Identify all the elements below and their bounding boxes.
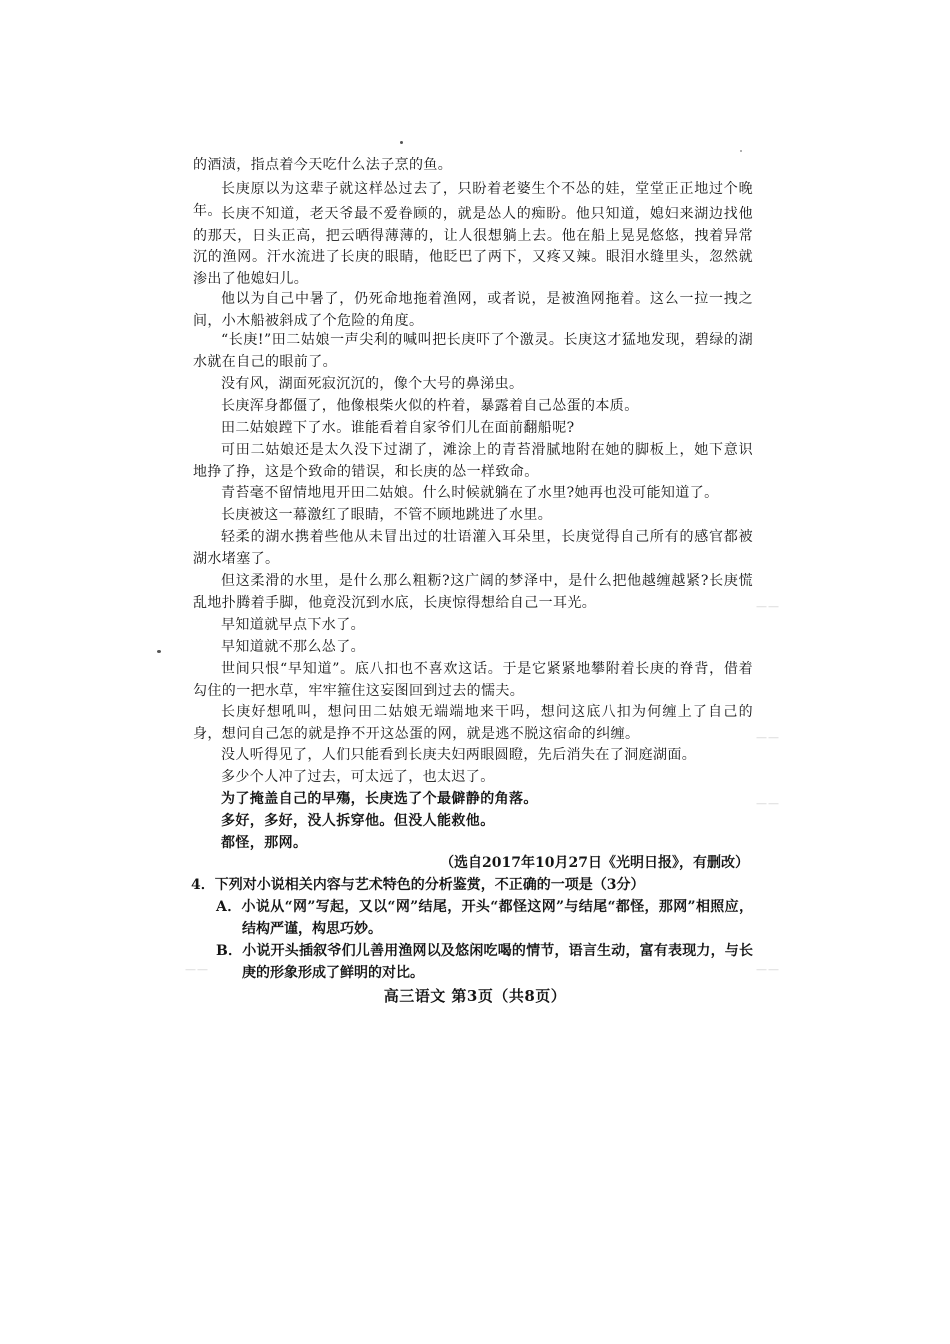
paragraph-16: 世间只恨“早知道”。底八扣也不喜欢这话。于是它紧紧地攀附着长庚的脊背，借着勾住的一把水草，牢牢箍住这妄图回到过去的懦夫。 (193, 661, 753, 699)
option-b-text: B．小说开头插叙爷们儿善用渔网以及悠闲吃喝的情节，语言生动，富有表现力，与长庚的形象形成了鲜明的对比。 (216, 943, 753, 981)
scan-speck (740, 150, 742, 152)
paragraph-17: 长庚好想吼叫，想问田二姑娘无端端地来干吗，想问这底八扣为何缠上了自己的身，想问自己怎的就是挣不开这怂蛋的网，就是逃不脱这宿命的纠缠。 (193, 704, 753, 742)
option-a (216, 897, 753, 940)
paragraph-22: 都怪，那网。 (221, 835, 308, 851)
paragraph-18: 没人听得见了，人们只能看到长庚夫妇两眼圆瞪，先后消失在了洞庭湖面。 (221, 747, 697, 763)
paragraph-6: 没有风，湖面死寂沉沉的，像个大号的鼻涕虫。 (221, 376, 524, 392)
bleed-through-text: —— (756, 731, 780, 744)
paragraph-4: 他以为自己中暑了，仍死命地拖着渔网，或者说，是被渔网拖着。这么一拉一拽之间，小木船被斜成了个危险的角度。 (193, 291, 753, 329)
scan-speck (157, 650, 161, 653)
option-a-text: A．小说从“网”写起，又以“网”结尾，开头“都怪这网”与结尾“都怪，那网”相照应，结构严谨，构思巧妙。 (216, 899, 753, 937)
bleed-through-text: —— (185, 963, 209, 976)
paragraph-3: 长庚不知道，老天爷最不爱眷顾的，就是怂人的痴盼。他只知道，媳妇来湖边找他的那天，日头正高，把云晒得薄薄的，让人很想躺上去。他在船上晃晃悠悠，拽着异常沉的渔网。汗水流进了长庚的眼睛，他眨巴了两下，又疼又辣。眼泪水缝里头，忽然就渗出了他媳妇儿。 (193, 206, 753, 287)
paragraph-12: 轻柔的湖水携着些他从未冒出过的壮语灌入耳朵里，长庚觉得自己所有的感官都被湖水堵塞了。 (193, 529, 753, 567)
bleed-through-text: —— (756, 600, 780, 613)
paragraph-1: 的酒渍，指点着今天吃什么法子烹的鱼。 (193, 157, 453, 173)
paragraph-21: 多好，多好，没人拆穿他。但没人能救他。 (221, 813, 495, 829)
paragraph-14: 早知道就早点下水了。 (221, 617, 365, 633)
paragraph-9: 可田二姑娘还是太久没下过湖了，滩涂上的青苔滑腻地附在她的脚板上，她下意识地挣了挣，这是个致命的错误，和长庚的怂一样致命。 (193, 442, 753, 480)
bleed-through-text: —— (756, 963, 780, 976)
scan-speck (400, 141, 403, 144)
paragraph-5: “长庚!”田二姑娘一声尖利的喊叫把长庚吓了个激灵。长庚这才猛地发现，碧绿的湖水就在自己的眼前了。 (193, 332, 753, 370)
paragraph-10: 青苔毫不留情地甩开田二姑娘。什么时候就躺在了水里?她再也没可能知道了。 (221, 485, 719, 501)
paragraph-13: 但这柔滑的水里，是什么那么粗粝?这广阔的梦泽中，是什么把他越缠越紧?长庚慌乱地扑腾着手脚，他竟没沉到水底，长庚惊得想给自己一耳光。 (193, 573, 753, 611)
paragraph-20: 为了掩盖自己的早殤，长庚选了个最僻静的角落。 (221, 791, 538, 807)
option-b (216, 941, 753, 984)
paragraph-11: 长庚被这一幕激红了眼睛，不管不顾地跳进了水里。 (221, 507, 553, 523)
paragraph-8: 田二姑娘蹚下了水。谁能看着自家爷们儿在面前翻船呢? (221, 420, 575, 436)
source-citation: （选自2017年10月27日《光明日报》，有删改） (440, 855, 749, 871)
paragraph-15: 早知道就不那么怂了。 (221, 639, 365, 655)
paragraph-19: 多少个人冲了过去，可太远了，也太迟了。 (221, 769, 495, 785)
paragraph-2: 长庚原以为这辈子就这样怂过去了，只盼着老婆生个不怂的娃，堂堂正正地过个晚年。 (193, 181, 753, 219)
paragraph-7: 长庚浑身都僵了，他像根柴火似的杵着，暴露着自己怂蛋的本质。 (221, 398, 639, 414)
question-4-stem: 4．下列对小说相关内容与艺术特色的分析鉴赏，不正确的一项是（3分） (191, 877, 645, 893)
bleed-through-text: —— (756, 797, 780, 810)
page-footer: 高三语文 第3页（共8页） (383, 987, 567, 1005)
